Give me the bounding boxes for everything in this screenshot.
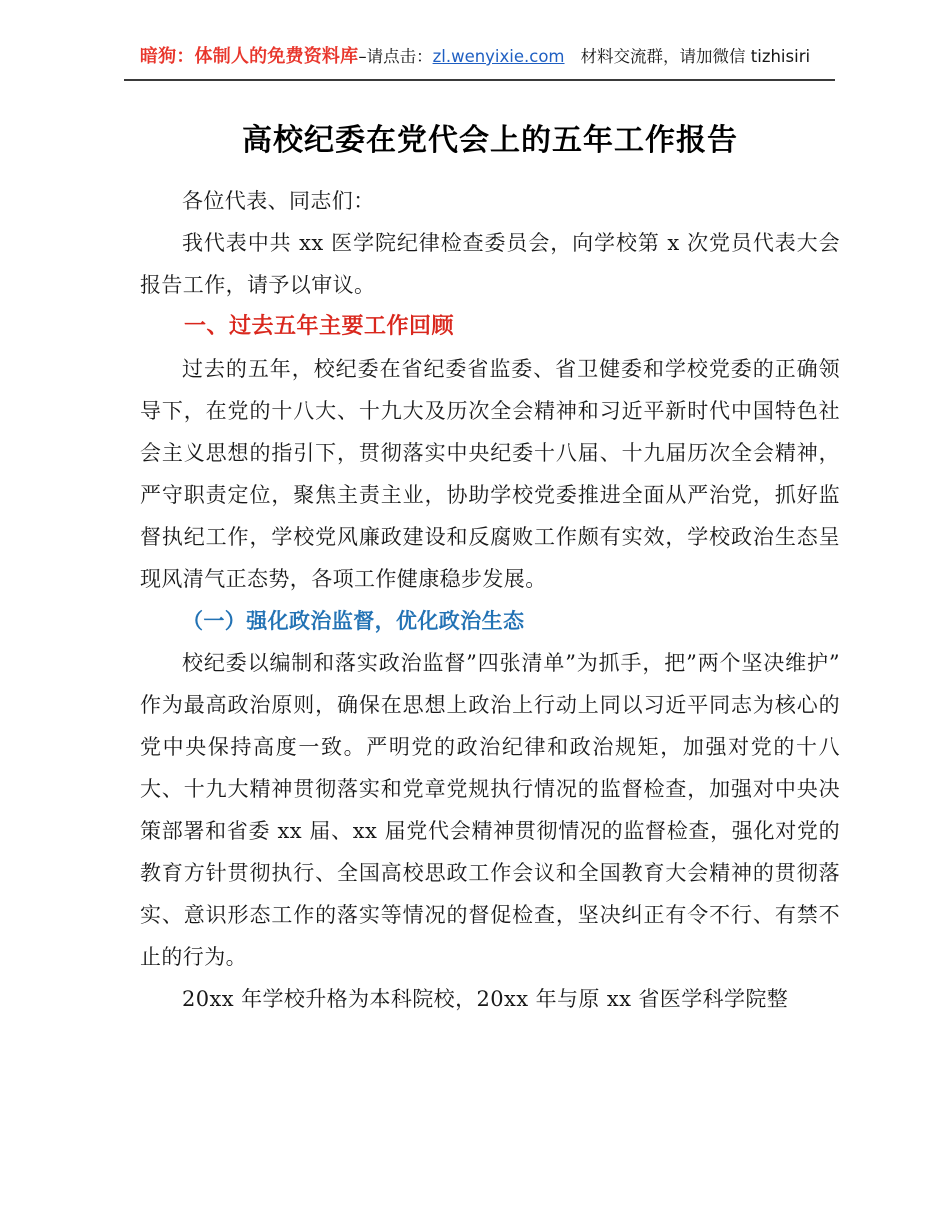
promo-header-link[interactable]: zl.wenyixie.com <box>432 47 565 66</box>
subsection-one-paragraph: 校纪委以编制和落实政治监督”四张清单”为抓手，把”两个坚决维护”作为最高政治原则，确保在思想上政治上行动上同以习近平同志为核心的党中央保持高度一致。严明党的政治纪律和政治规矩，加强对党的十八大、十九大精神贯彻落实和党章党规执行情况的监督检查，加强对中央决策部署和省委 xx 届、xx 届党代会精神贯彻情况的监督检查，强化对党的教育方针贯彻执行、全国高校思政工作会议和全国教育大会精神的贯彻落实、意识形态工作的落实等情况的督促检查，坚决纠正有令不行、有禁不止的行为。 <box>140 651 840 969</box>
document-content <box>140 118 840 1020</box>
promo-header-brand: 暗狗：体制人的免费资料库 <box>139 46 359 67</box>
intro-paragraph: 我代表中共 xx 医学院纪律检查委员会，向学校第 x 次党员代表大会报告工作，请予以审议。 <box>140 231 840 297</box>
subsection-heading-one: （一）强化政治监督，优化政治生态 <box>182 608 525 633</box>
section-heading-one: 一、过去五年主要工作回顾 <box>184 314 455 339</box>
header-divider <box>124 79 835 81</box>
salutation-paragraph: 各位代表、同志们： <box>182 189 375 213</box>
final-partial-paragraph: 20xx 年学校升格为本科院校，20xx 年与原 xx 省医学科学院整 <box>182 987 789 1011</box>
document-title: 高校纪委在党代会上的五年工作报告 <box>242 123 738 158</box>
promo-header-contact: 材料交流群，请加微信 tizhisiri <box>580 47 811 66</box>
promo-header-prompt: –请点击： <box>358 47 433 66</box>
section-one-paragraph: 过去的五年，校纪委在省纪委省监委、省卫健委和学校党委的正确领导下，在党的十八大、十九大及历次全会精神和习近平新时代中国特色社会主义思想的指引下，贯彻落实中央纪委十八届、十九届历次全会精神，严守职责定位，聚焦主责主业，协助学校党委推进全面从严治党，抓好监督执纪工作，学校党风廉政建设和反腐败工作颇有实效，学校政治生态呈现风清气正态势，各项工作健康稳步发展。 <box>140 357 840 591</box>
promo-header <box>0 44 950 70</box>
